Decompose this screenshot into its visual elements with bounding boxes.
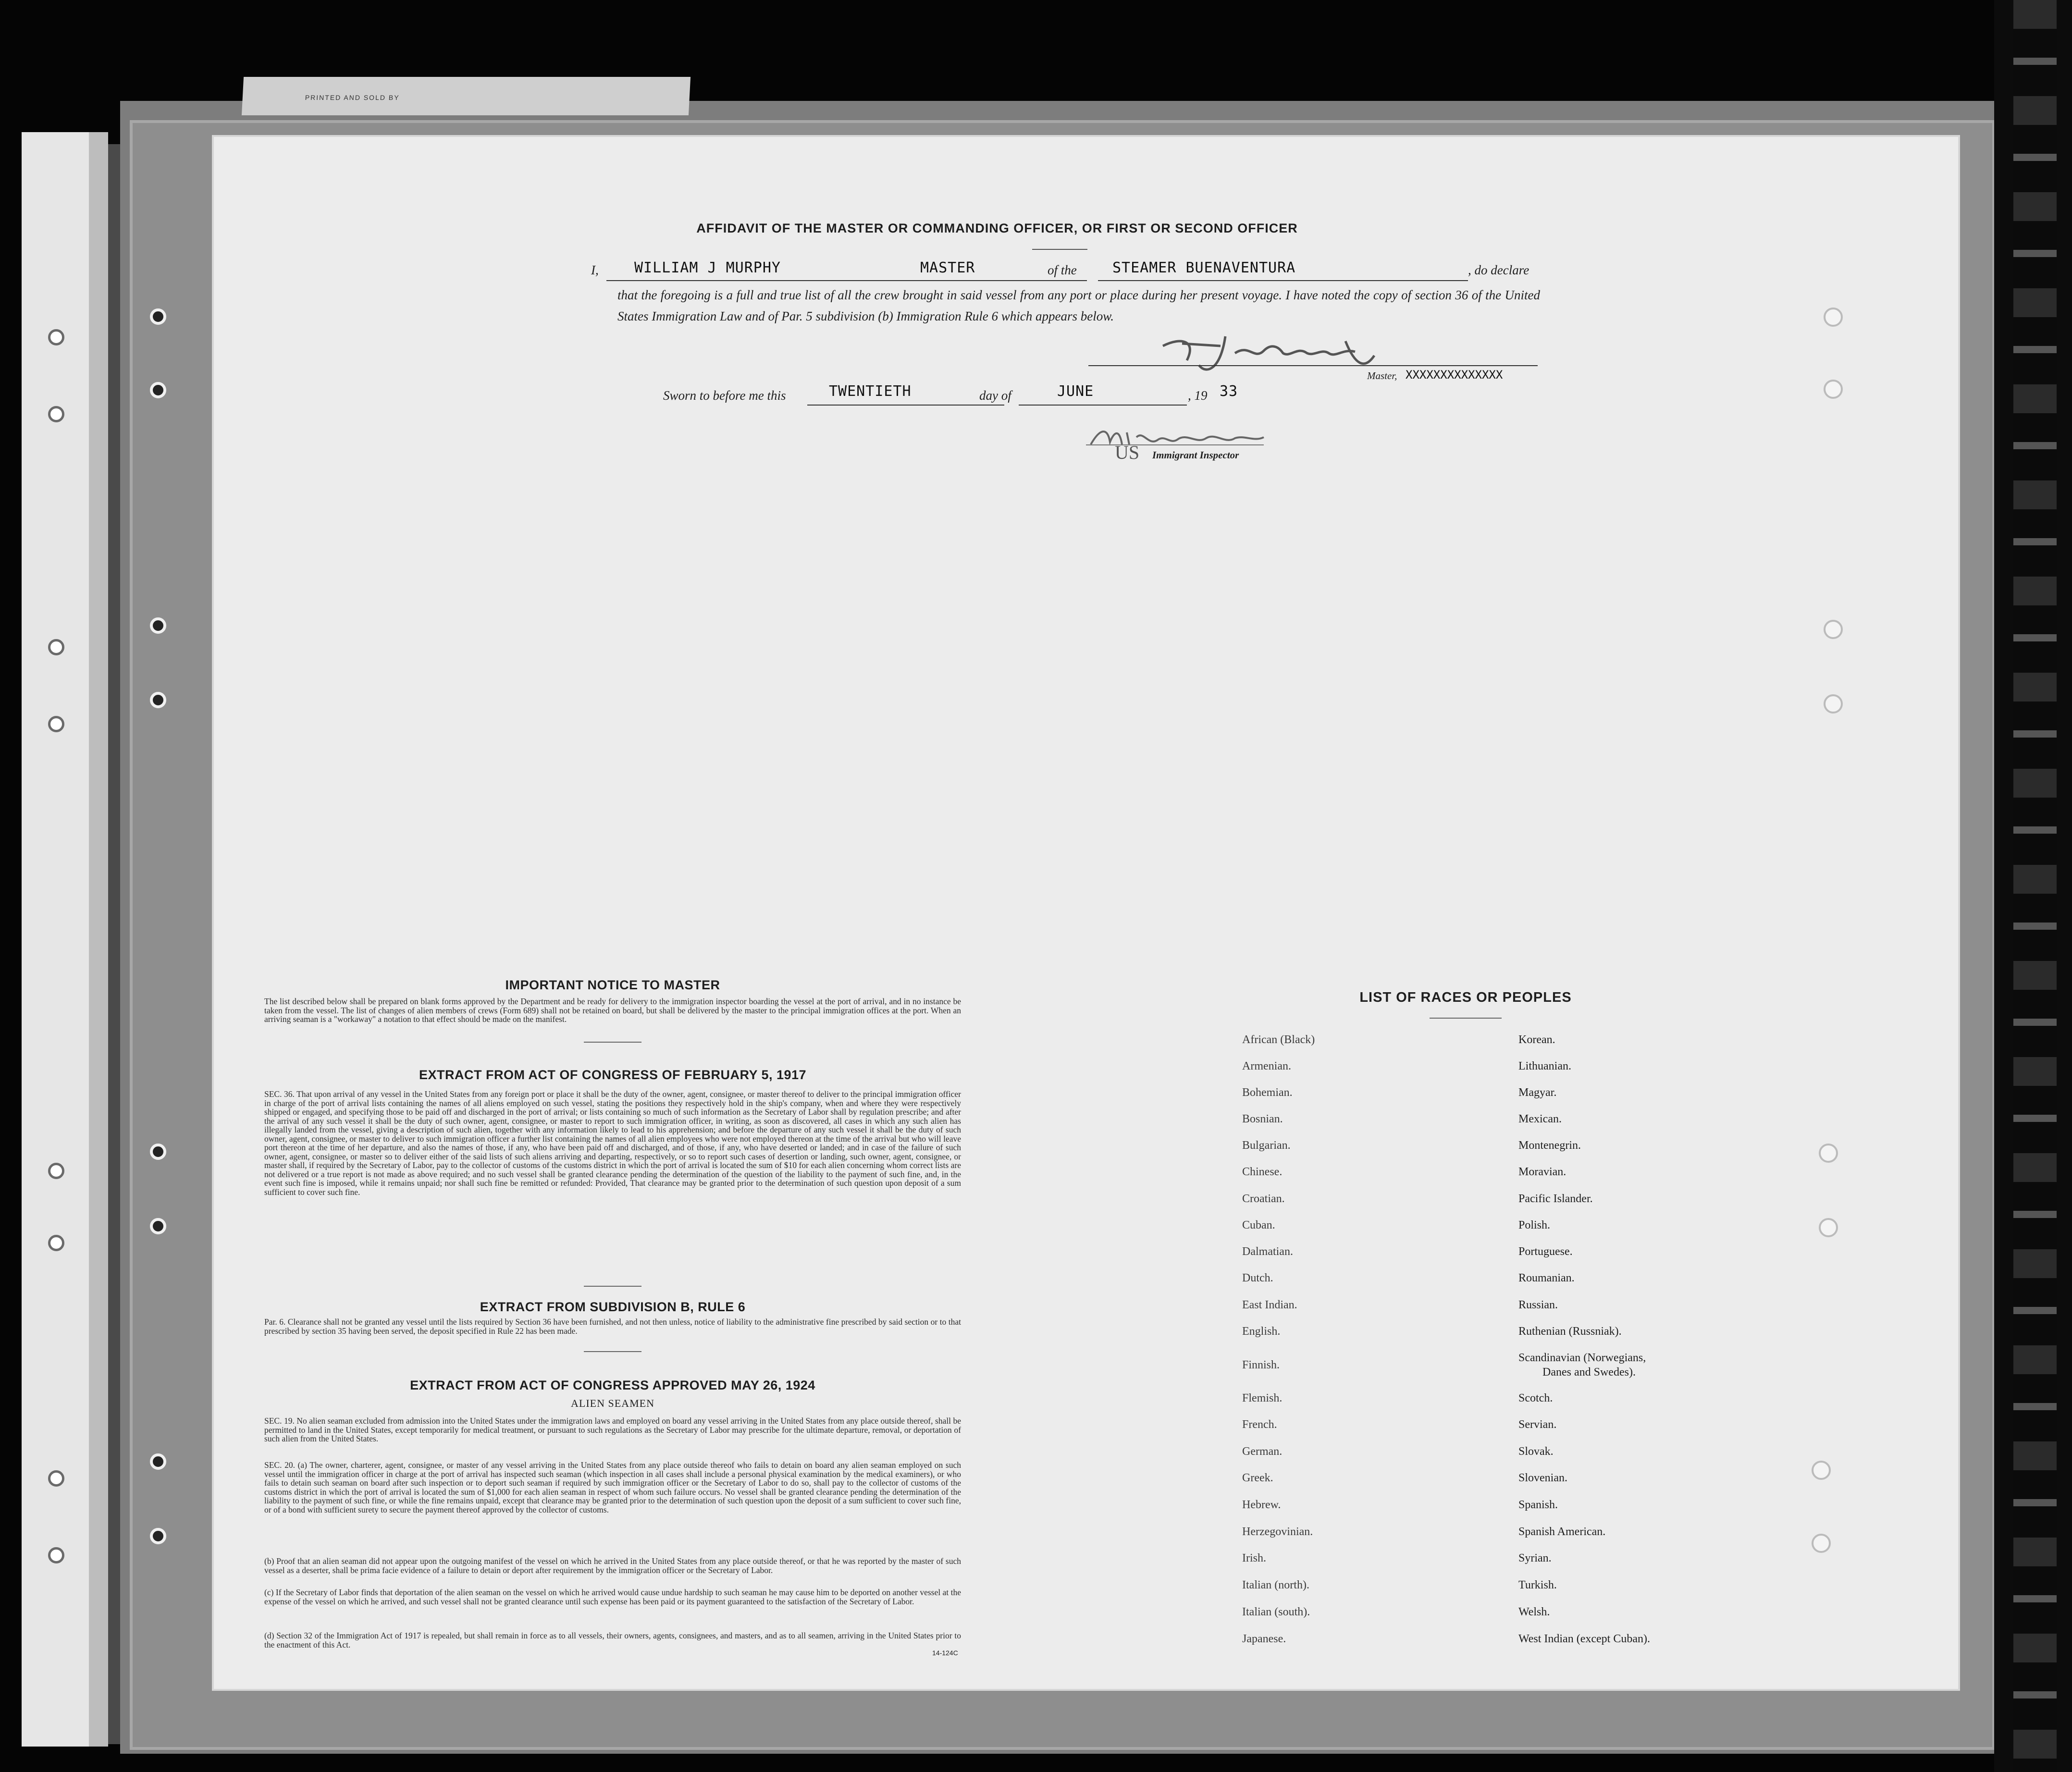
inspector-label: Immigrant Inspector <box>1152 449 1239 461</box>
race-item: Montenegrin. <box>1518 1139 1581 1152</box>
binder-hole-icon <box>48 329 64 345</box>
race-item: Turkish. <box>1518 1579 1557 1591</box>
year-prefix: , 19 <box>1188 388 1208 403</box>
punch-hole-icon <box>1824 620 1843 639</box>
race-item: Dalmatian. <box>1242 1245 1293 1258</box>
binder-hole-icon <box>150 382 166 398</box>
race-item: Lithuanian. <box>1518 1060 1571 1072</box>
race-item: Cuban. <box>1242 1219 1275 1231</box>
race-item: Flemish. <box>1242 1392 1283 1404</box>
affidavit-title: AFFIDAVIT OF THE MASTER OR COMMANDING OFFICER, OR FIRST OR SECOND OFFICER <box>696 221 1298 235</box>
sworn-month-underline <box>1019 405 1187 406</box>
extract-1917-title: EXTRACT FROM ACT OF CONGRESS OF FEBRUARY 5, 1917 <box>419 1068 807 1082</box>
race-item: Russian. <box>1518 1299 1558 1311</box>
extract-rule6-title: EXTRACT FROM SUBDIVISION B, RULE 6 <box>480 1300 746 1314</box>
of-the-label: of the <box>1048 263 1077 277</box>
race-item: Italian (south). <box>1242 1606 1310 1618</box>
race-item: Hebrew. <box>1242 1499 1281 1511</box>
race-item: Spanish. <box>1518 1499 1558 1511</box>
race-item: Welsh. <box>1518 1606 1550 1618</box>
sec20d-text: (d) Section 32 of the Immigration Act of 1917 is repealed, but shall remain in force as to all vessels, their owners, agents, consignees, and masters, and as to all seamen, arriving in the United States prior to the enactment of this Act. <box>264 1631 961 1649</box>
punch-hole-icon <box>1819 1218 1838 1237</box>
race-item: Bohemian. <box>1242 1086 1293 1099</box>
declarant-name: WILLIAM J MURPHY <box>634 259 781 276</box>
race-item: East Indian. <box>1242 1299 1297 1311</box>
binder-hole-icon <box>48 716 64 732</box>
race-item: Greek. <box>1242 1472 1273 1484</box>
master-signature-line <box>1088 365 1538 366</box>
extract-rule6-text: Par. 6. Clearance shall not be granted any vessel until the lists required by Section 36 have been furnished, and not then unless, notice of liability to the administrative fine prescribed by said section or to that prescribed by section 35 having been served, the deposit specified in Rule 22 has been made. <box>264 1317 961 1336</box>
punch-hole-icon <box>1824 308 1843 327</box>
race-item: Ruthenian (Russniak). <box>1518 1325 1622 1338</box>
race-item: Bosnian. <box>1242 1113 1283 1125</box>
punch-hole-icon <box>1824 694 1843 714</box>
sworn-day-underline <box>807 405 1004 406</box>
binder-hole-icon <box>48 639 64 655</box>
race-item: Magyar. <box>1518 1086 1557 1099</box>
race-item: Chinese. <box>1242 1166 1283 1178</box>
declaration-text: that the foregoing is a full and true list of all the crew brought in said vessel from any port or place during her present voyage. I have noted the copy of section 36 of the United States Immigration Law and of Par. 5 subdivision (b) Immigration Rule 6 which appears below. <box>617 288 1540 323</box>
form-number: 14-124C <box>932 1649 958 1657</box>
race-item: Servian. <box>1518 1418 1557 1431</box>
race-item: Spanish American. <box>1518 1526 1606 1538</box>
punch-hole-icon <box>1819 1144 1838 1163</box>
sec20c-text: (c) If the Secretary of Labor finds that deportation of the alien seaman on the vessel on which he arrived would cause undue hardship to such seaman he may cause him to be deported on another vessel at the expense of the vessel on which he arrived, and such vessel shall not be granted clearance until such expense has been paid or its payment guaranteed to the satisfaction of the Secretary of Labor. <box>264 1587 961 1606</box>
races-title: LIST OF RACES OR PEOPLES <box>1359 990 1572 1005</box>
binder-hole-icon <box>150 617 166 634</box>
race-item: German. <box>1242 1445 1283 1458</box>
extract-1924-subtitle: ALIEN SEAMEN <box>571 1397 654 1409</box>
do-declare-label: , do declare <box>1468 263 1529 277</box>
binder-hole-icon <box>48 406 64 422</box>
race-item: Scandinavian (Norwegians, <box>1518 1352 1646 1364</box>
race-item: French. <box>1242 1418 1277 1431</box>
race-item: Danes and Swedes). <box>1542 1366 1636 1378</box>
binder-strip-edge <box>108 144 120 1744</box>
master-label: Master, <box>1367 370 1397 381</box>
race-item: African (Black) <box>1242 1034 1315 1046</box>
extract-1917-text: SEC. 36. That upon arrival of any vessel in the United States from any foreign port or place it shall be the duty of the owner, agent, consignee, or master thereof to deliver to the principal immigration officer in charge of the port of arrival lists containing the names of all aliens employed on such vessel, stating the positions they respectively hold in the ship's company, when and where they were respectively shipped or engaged, and specifying those to be paid off and discharged in the port of arrival; or lists containing so much of such information as the Secretary of Labor shall by regulation prescribe; and after the arrival of any such vessel it shall be the duty of such owner, agent, consignee, or master to report to such immigration officer, in writing, as soon as discovered, all cases in which any such alien has illegally landed from the vessel, giving a description of such alien, together with any information likely to lead to his apprehension; and before the departure of any such vessel it shall be the duty of such owner, agent, consignee, or master to deliver to such immigration officer a further list containing the names of all alien employees who were not employed thereon at the time of the arrival but who will leave port thereon at the time of her departure, and also the names of those, if any, who have been paid off and discharged, and of those, if any, who have deserted or landed; and in case of the failure of such owner, agent, consignee, or master so to deliver either of the said lists of such aliens arriving and departing, respectively, or so to report such cases of desertion or landing, such owner, agent, consignee, or master shall, if required by the Secretary of Labor, pay to the collector of customs of the customs district in which the port of arrival is located the sum of $10 for each alien concerning whom correct lists are not delivered or a true report is not made as above required; and no such vessel shall be granted clearance pending the determination of the question of the liability to the payment of such fine, and, in the event such fine is imposed, while it remains unpaid; nor shall such fine be remitted or refunded: Provided, That clearance may be granted prior to the determination of such question upon deposit of a sum sufficient to cover such fine. <box>264 1089 961 1197</box>
declarant-underline <box>606 280 1087 281</box>
race-item: Pacific Islander. <box>1518 1193 1593 1205</box>
binder-strip-shadow <box>89 132 108 1747</box>
race-item: West Indian (except Cuban). <box>1518 1633 1650 1645</box>
sec19-text: SEC. 19. No alien seaman excluded from admission into the United States under the immigration laws and employed on board any vessel arriving in the United States from any place outside thereof, shall be permitted to land in the United States, except temporarily for medical treatment, or pursuant to such regulations as the Secretary of Labor may prescribe for the ultimate departure, removal, or deportation of such alien from the United States. <box>264 1416 961 1443</box>
race-item: Irish. <box>1242 1552 1266 1564</box>
race-item: English. <box>1242 1325 1281 1338</box>
race-item: Portuguese. <box>1518 1245 1573 1258</box>
declarant-rank: MASTER <box>920 259 975 276</box>
binder-hole-icon <box>150 1453 166 1470</box>
vessel-underline <box>1098 280 1468 281</box>
binder-hole-icon <box>48 1547 64 1563</box>
notice-title: IMPORTANT NOTICE TO MASTER <box>505 978 720 992</box>
binder-hole-icon <box>48 1163 64 1179</box>
sworn-prefix: Sworn to before me this <box>663 388 786 403</box>
race-item: Armenian. <box>1242 1060 1291 1072</box>
master-signature <box>1153 327 1403 380</box>
binder-hole-icon <box>48 1235 64 1251</box>
binder-hole-icon <box>48 1470 64 1487</box>
race-item: Dutch. <box>1242 1272 1273 1284</box>
section-divider <box>584 1286 641 1287</box>
binder-hole-icon <box>150 1528 166 1544</box>
race-item: Korean. <box>1518 1034 1555 1046</box>
sec20a-text: SEC. 20. (a) The owner, charterer, agent, consignee, or master of any vessel arriving in the United States from any place outside thereof who fails to detain on board any alien seaman employed on such vessel until the immigration officer in charge at the port of arrival has inspected such seaman (which inspection in all cases shall include a personal physical examination by the medical examiners), or who fails to detain such seaman on board after such inspection or to deport such seaman if required by such immigration officer or the Secretary of Labor to do so, shall pay to the collector of customs of the customs district in which the port of arrival is located the sum of $1,000 for each alien seaman in respect of whom such failure occurs. No vessel shall be granted clearance pending the determination of the liability to the payment of such fine, or while the fine remains unpaid, except that clearance may be granted prior to the determination of such question upon the deposit of a sum sufficient to cover such fine, or of a bond with sufficient surety to secure the payment thereof approved by the collector of customs. <box>264 1460 961 1514</box>
punch-hole-icon <box>1824 380 1843 399</box>
title-divider <box>1032 249 1087 250</box>
binder-hole-icon <box>150 692 166 708</box>
form-page <box>214 137 1958 1689</box>
race-item: Polish. <box>1518 1219 1551 1231</box>
declarant-prefix: I, <box>591 263 599 277</box>
section-divider <box>584 1351 641 1352</box>
race-item: Herzegovinian. <box>1242 1526 1313 1538</box>
binder-hole-icon <box>150 308 166 325</box>
punch-hole-icon <box>1812 1461 1831 1480</box>
race-item: Syrian. <box>1518 1552 1552 1564</box>
binder-strip <box>22 132 89 1747</box>
binder-hole-icon <box>150 1218 166 1234</box>
race-item: Roumanian. <box>1518 1272 1575 1284</box>
scan-right-fringe <box>2013 0 2057 1772</box>
sworn-month: JUNE <box>1057 383 1094 400</box>
sworn-day: TWENTIETH <box>829 383 912 400</box>
race-item: Slovenian. <box>1518 1472 1567 1484</box>
punch-hole-icon <box>1812 1534 1831 1553</box>
races-divider <box>1430 1018 1502 1019</box>
section-divider <box>584 1042 641 1043</box>
notice-text: The list described below shall be prepared on blank forms approved by the Department and be ready for delivery to the immigration inspector boarding the vessel at the port of arrival, and in no instance be taken from the vessel. The list of changes of alien members of crews (Form 689) shall not be retained on board, but shall be delivered by the master to the principal immigration offices at the port. When an arriving seaman is a "workaway" a notation to that effect should be made on the manifest. <box>264 997 961 1024</box>
race-item: Slovak. <box>1518 1445 1554 1458</box>
inspector-signature-line <box>1086 444 1264 445</box>
extract-1924-title: EXTRACT FROM ACT OF CONGRESS APPROVED MAY 26, 1924 <box>410 1378 815 1392</box>
sworn-year: 33 <box>1220 383 1238 400</box>
race-item: Bulgarian. <box>1242 1139 1291 1152</box>
inspector-prefix: US <box>1115 442 1140 463</box>
back-page-tab <box>242 77 691 115</box>
master-struck-out: XXXXXXXXXXXXXX <box>1406 368 1503 381</box>
race-item: Finnish. <box>1242 1359 1280 1371</box>
day-of-label: day of <box>979 388 1011 403</box>
race-item: Italian (north). <box>1242 1579 1309 1591</box>
sec20b-text: (b) Proof that an alien seaman did not appear upon the outgoing manifest of the vessel on which he arrived in the United States from any place outside thereof, or that he was reported by the master of such vessel as a deserter, shall be prima facie evidence of a failure to detain or deport after requirement by the immigration officer or the Secretary of Labor. <box>264 1556 961 1575</box>
race-item: Croatian. <box>1242 1193 1285 1205</box>
vessel-name: STEAMER BUENAVENTURA <box>1112 259 1296 276</box>
race-item: Japanese. <box>1242 1633 1286 1645</box>
back-tab-text: PRINTED AND SOLD BY <box>305 94 400 101</box>
race-item: Scotch. <box>1518 1392 1553 1404</box>
binder-hole-icon <box>150 1144 166 1160</box>
race-item: Mexican. <box>1518 1113 1562 1125</box>
race-item: Moravian. <box>1518 1166 1566 1178</box>
